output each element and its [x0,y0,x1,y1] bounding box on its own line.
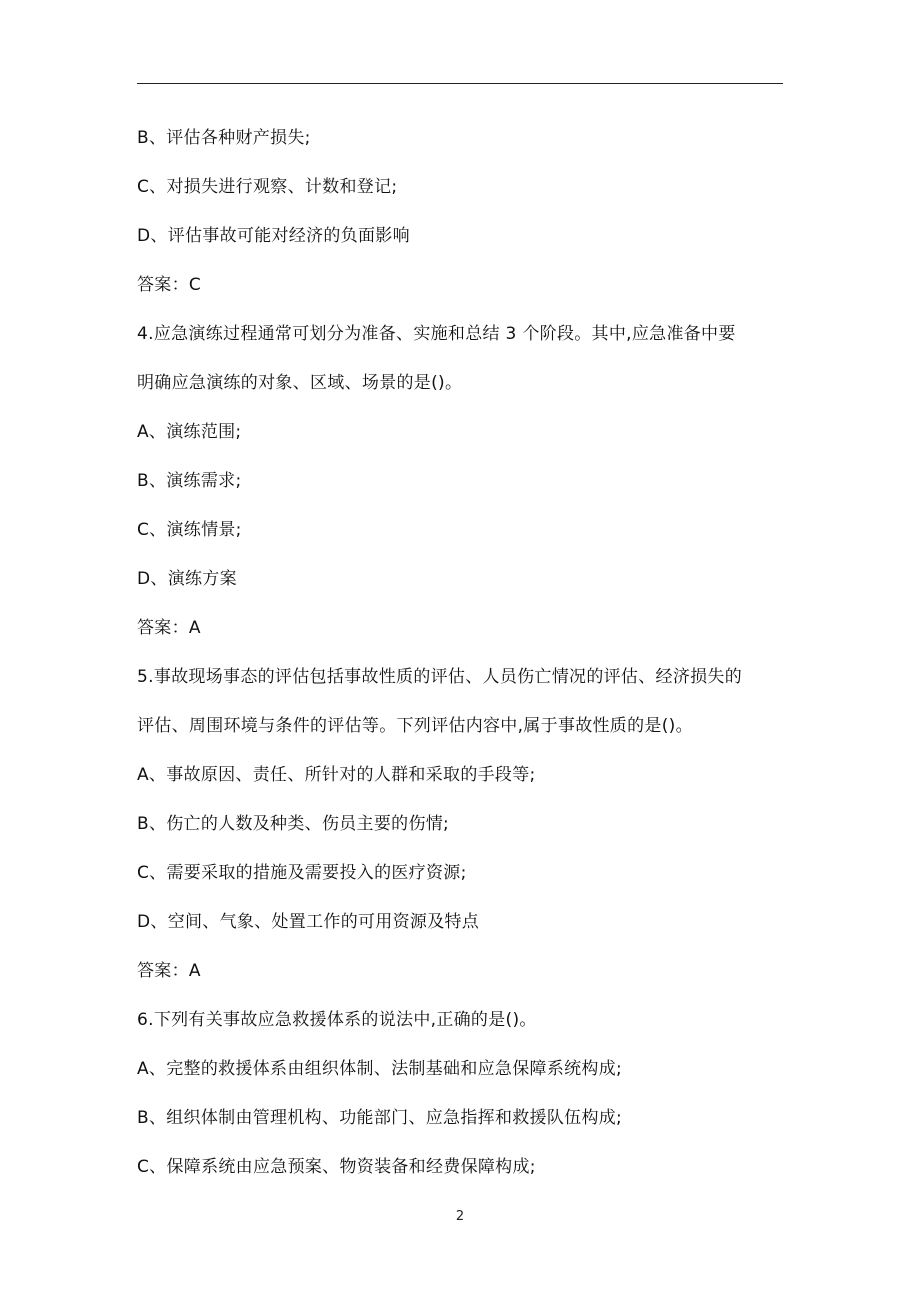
answer-q4: 答案：A [137,618,201,638]
option-c-q4: C、演练情景; [137,520,242,540]
question-5-line-1: 5.事故现场事态的评估包括事故性质的评估、人员伤亡情况的评估、经济损失的 [137,667,743,687]
page-number: 2 [455,1209,465,1224]
option-b-q5: B、伤亡的人数及种类、伤员主要的伤情; [137,814,450,834]
question-4-line-2: 明确应急演练的对象、区域、场景的是()。 [137,373,463,393]
option-a-q4: A、演练范围; [137,422,242,442]
question-5-line-2: 评估、周围环境与条件的评估等。下列评估内容中,属于事故性质的是()。 [137,716,693,736]
question-6: 6.下列有关事故应急救援体系的说法中,正确的是()。 [137,1010,537,1030]
option-d-q4: D、演练方案 [137,569,237,589]
option-b-q3: B、评估各种财产损失; [137,128,311,148]
option-c-q6: C、保障系统由应急预案、物资装备和经费保障构成; [137,1157,536,1177]
option-a-q5: A、事故原因、责任、所针对的人群和采取的手段等; [137,765,536,785]
option-b-q6: B、组织体制由管理机构、功能部门、应急指挥和救援队伍构成; [137,1108,623,1128]
option-a-q6: A、完整的救援体系由组织体制、法制基础和应急保障系统构成; [137,1059,623,1079]
option-b-q4: B、演练需求; [137,471,242,491]
answer-q3: 答案：C [137,275,202,295]
option-c-q3: C、对损失进行观察、计数和登记; [137,177,398,197]
question-4-line-1: 4.应急演练过程通常可划分为准备、实施和总结 3 个阶段。其中,应急准备中要 [137,324,736,344]
header-rule [137,83,783,84]
answer-q5: 答案：A [137,961,201,981]
option-d-q5: D、空间、气象、处置工作的可用资源及特点 [137,912,480,932]
page-content [137,114,787,1192]
option-c-q5: C、需要采取的措施及需要投入的医疗资源; [137,863,467,883]
option-d-q3: D、评估事故可能对经济的负面影响 [137,226,410,246]
